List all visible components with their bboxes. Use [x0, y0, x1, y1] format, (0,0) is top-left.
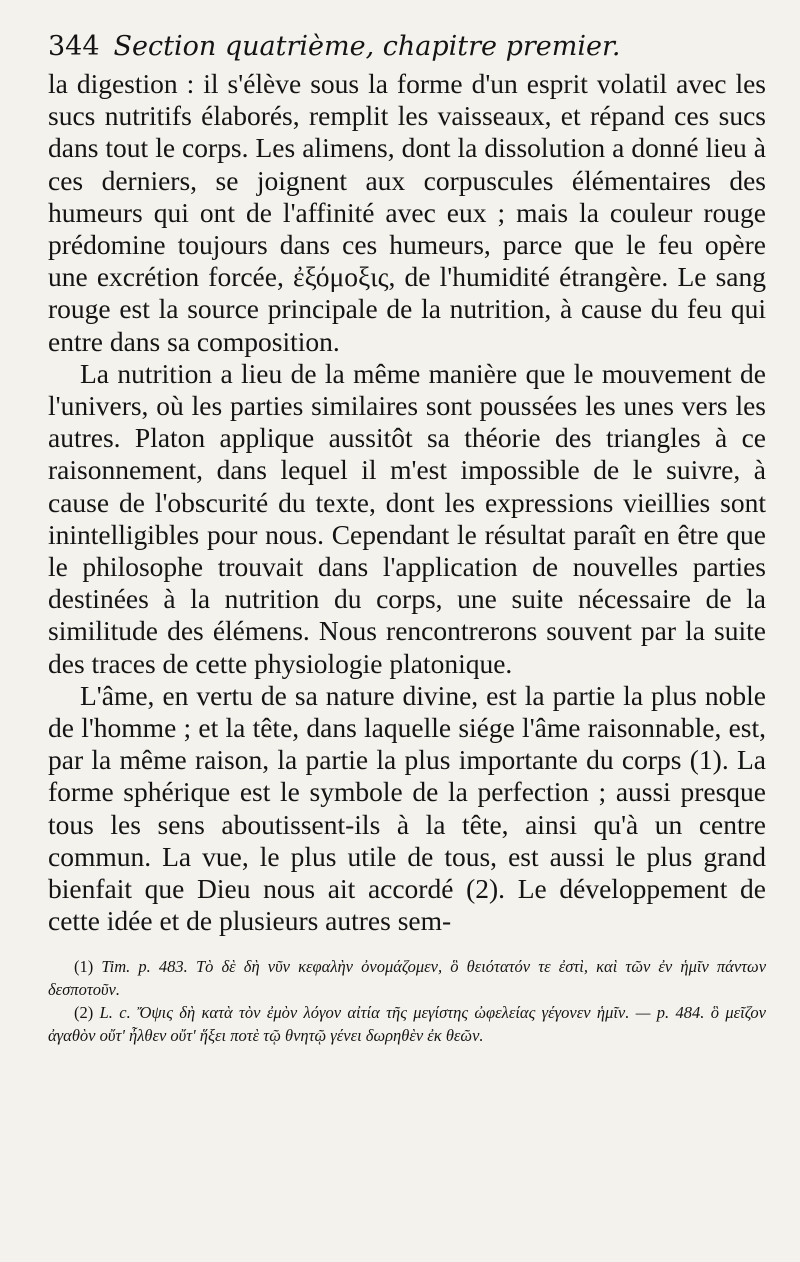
footnote-text: Τὸ δὲ δὴ νῦν κεφαλὴν ὀνομάζομεν, ὃ θειότατόν τε ἐστὶ, καὶ τῶν ἐν ἡμῖν πάντων δεσποτοῦν.	[48, 957, 767, 1000]
footnote-reference: Tim. p. 483.	[101, 957, 188, 977]
footnote	[48, 1001, 766, 1047]
footnote-marker: (2)	[74, 1003, 94, 1023]
footnote-marker: (1)	[74, 957, 94, 977]
paragraph-continued: la digestion : il s'élève sous la forme d'un esprit volatil avec les sucs nutritifs élaborés, remplit les vaisseaux, et répand ces sucs dans tout le corps. Les alimens, dont la dissolution a donné lieu à ces derniers, se joignent aux corpuscules élémentaires des humeurs qui ont de l'affinité avec eux ; mais la couleur rouge prédomine toujours dans ces humeurs, parce que le feu opère une excrétion forcée, ἐξόμοξις, de l'humidité étrangère. Le sang rouge est la source principale de la nutrition, à cause du feu qui entre dans sa composition.	[48, 68, 766, 357]
running-title: Section quatrième, chapitre premier.	[113, 31, 621, 62]
footnote-text: Ὄψις δὴ κατὰ τὸν ἐμὸν λόγον αἰτία τῆς μεγίστης ὠφελείας γέγονεν ἡμῖν. — p. 484. ὃ μεῖζον ἀγαθὸν οὔτ' ἦλθεν οὔτ' ἥξει ποτὲ τῷ θνητῷ γένει δωρηθὲν ἐκ θεῶν.	[48, 1003, 767, 1046]
paragraph: L'âme, en vertu de sa nature divine, est la partie la plus noble de l'homme ; et la tête, dans laquelle siége l'âme raisonnable, est, par la même raison, la partie la plus importante du corps (1). La forme sphérique est le symbole de la perfection ; aussi presque tous les sens aboutissent-ils à la tête, ainsi qu'à un centre commun. La vue, le plus utile de tous, est aussi le plus grand bienfait que Dieu nous ait accordé (2). Le développement de cette idée et de plusieurs autres sem-	[48, 679, 766, 937]
page-number: 344	[48, 31, 100, 62]
footnote	[48, 955, 766, 1001]
body-text	[48, 68, 766, 937]
footnote-reference: L. c.	[99, 1003, 131, 1023]
running-head	[48, 30, 766, 64]
footnotes	[48, 955, 766, 1047]
paragraph: La nutrition a lieu de la même manière que le mouvement de l'univers, où les parties similaires sont poussées les unes vers les autres. Platon applique aussitôt sa théorie des triangles à ce raisonnement, dans lequel il m'est impossible de le suivre, à cause de l'obscurité du texte, dont les expressions vieillies sont inintelligibles pour nous. Cependant le résultat paraît en être que le philosophe trouvait dans l'application de nouvelles parties destinées à la nutrition du corps, une suite nécessaire de la similitude des élémens. Nous rencontrerons souvent par la suite des traces de cette physiologie platonique.	[48, 357, 766, 679]
